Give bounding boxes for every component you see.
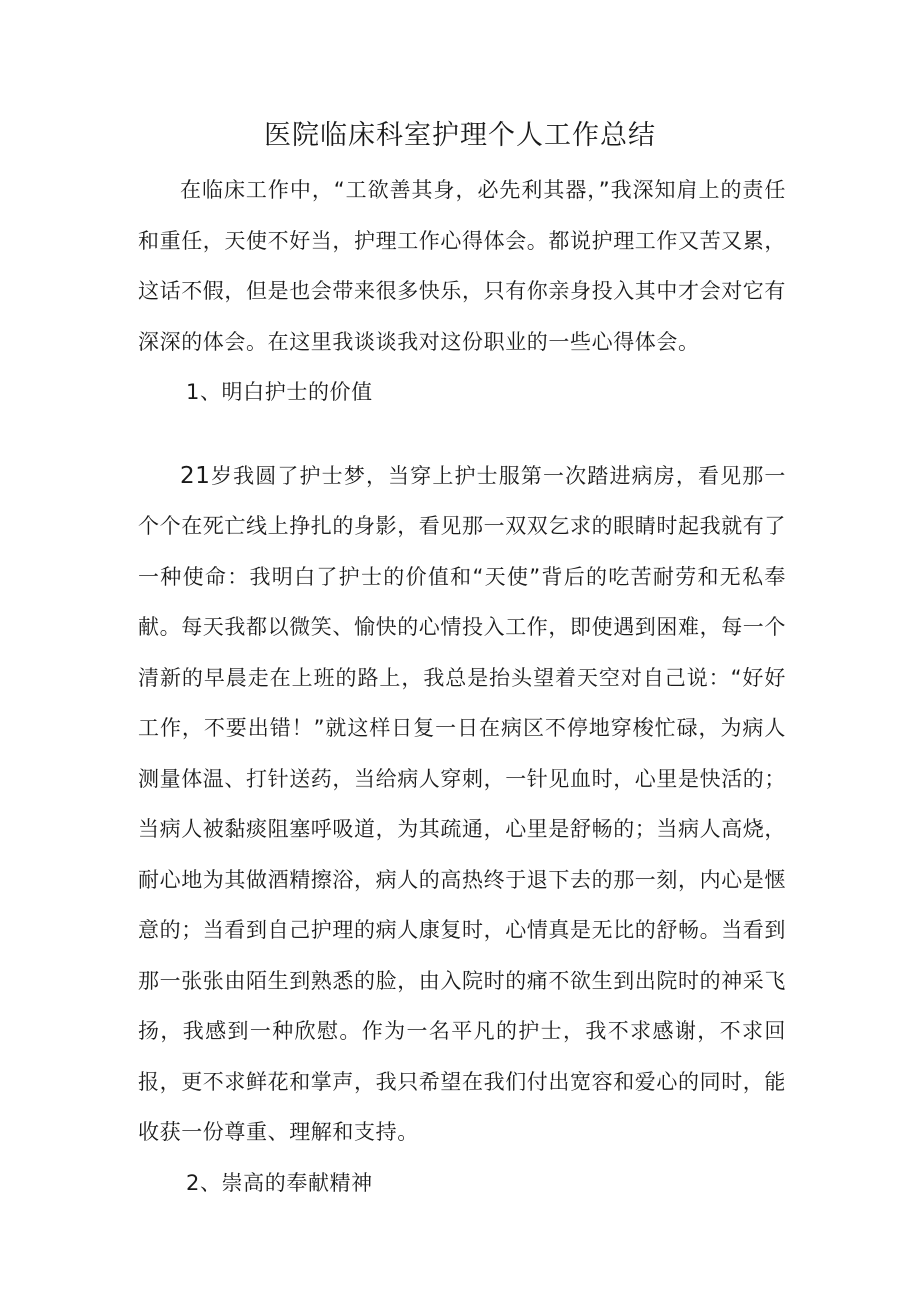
age-number: 21 [180, 462, 211, 489]
document-title: 医院临床科室护理个人工作总结 [264, 120, 656, 151]
intro-paragraph: 在临床工作中，“工欲善其身，必先利其器，”我深知肩上的责任和重任，天使不好当，护理工作心得体会。都说护理工作又苦又累，这话不假，但是也会带来很多快乐，只有你亲身投入其中才会对它有深深的体会。在这里我谈谈我对这份职业的一些心得体会。 [138, 178, 786, 354]
document-body [138, 165, 786, 1208]
section-1-paragraph [138, 451, 786, 1158]
paragraph-gap [138, 418, 786, 451]
section-2-heading: 2、崇高的奉献精神 [186, 1170, 373, 1195]
section-1-text: 岁我圆了护士梦，当穿上护士服第一次踏进病房，看见那一个个在死亡线上挣扎的身影，看见那一双双乞求的眼睛时起我就有了一种使命：我明白了护士的价值和“天使”背后的吃苦耐劳和无私奉献。每天我都以微笑、愉快的心情投入工作，即使遇到困难，每一个清新的早晨走在上班的路上，我总是抬头望着天空对自己说：“好好工作，不要出错！”就这样日复一日在病区不停地穿梭忙碌，为病人测量体温、打针送药，当给病人穿刺，一针见血时，心里是快活的；当病人被黏痰阻塞呼吸道，为其疏通，心里是舒畅的；当病人高烧，耐心地为其做酒精擦浴，病人的高热终于退下去的那一刻，内心是惬意的；当看到自己护理的病人康复时，心情真是无比的舒畅。当看到那一张张由陌生到熟悉的脸，由入院时的痛不欲生到出院时的神采飞扬，我感到一种欣慰。作为一名平凡的护士，我不求感谢，不求回报，更不求鲜花和掌声，我只希望在我们付出宽容和爱心的同时，能收获一份尊重、理解和支持。 [138, 463, 786, 1144]
section-1-heading: 1、明白护士的价值 [186, 380, 373, 404]
